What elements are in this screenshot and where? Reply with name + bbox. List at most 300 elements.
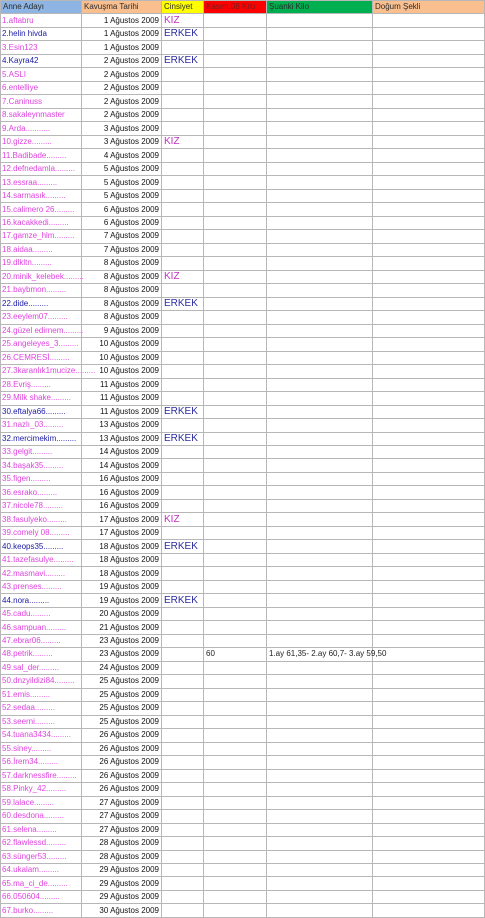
cell-suanki-kilo[interactable] (267, 594, 373, 607)
header-cinsiyet[interactable]: Cinsiyet (162, 1, 204, 14)
cell-kasim-kilo[interactable] (204, 162, 267, 175)
cell-kasim-kilo[interactable] (204, 621, 267, 634)
cell-kavusma-tarihi[interactable]: 6 Ağustos 2009 (82, 203, 162, 216)
cell-kasim-kilo[interactable] (204, 216, 267, 229)
cell-dogum-sekli[interactable] (373, 445, 485, 458)
cell-dogum-sekli[interactable] (373, 540, 485, 553)
cell-anne-adayi[interactable]: 18.aidaa......... (1, 243, 82, 256)
cell-dogum-sekli[interactable] (373, 405, 485, 418)
cell-suanki-kilo[interactable] (267, 823, 373, 836)
cell-kavusma-tarihi[interactable]: 11 Ağustos 2009 (82, 392, 162, 405)
cell-anne-adayi[interactable]: 29.Milk shake......... (1, 392, 82, 405)
cell-suanki-kilo[interactable] (267, 810, 373, 823)
cell-dogum-sekli[interactable] (373, 54, 485, 67)
cell-kavusma-tarihi[interactable]: 10 Ağustos 2009 (82, 338, 162, 351)
cell-kavusma-tarihi[interactable]: 24 Ağustos 2009 (82, 661, 162, 674)
cell-dogum-sekli[interactable] (373, 297, 485, 310)
cell-kasim-kilo[interactable] (204, 243, 267, 256)
cell-kavusma-tarihi[interactable]: 19 Ağustos 2009 (82, 594, 162, 607)
cell-suanki-kilo[interactable] (267, 796, 373, 809)
cell-cinsiyet[interactable] (162, 675, 204, 688)
cell-kasim-kilo[interactable] (204, 702, 267, 715)
cell-dogum-sekli[interactable] (373, 769, 485, 782)
cell-suanki-kilo[interactable] (267, 338, 373, 351)
cell-kavusma-tarihi[interactable]: 5 Ağustos 2009 (82, 189, 162, 202)
cell-suanki-kilo[interactable] (267, 243, 373, 256)
cell-suanki-kilo[interactable] (267, 324, 373, 337)
cell-kasim-kilo[interactable] (204, 68, 267, 81)
cell-dogum-sekli[interactable] (373, 553, 485, 566)
cell-suanki-kilo[interactable] (267, 365, 373, 378)
cell-dogum-sekli[interactable] (373, 823, 485, 836)
cell-kavusma-tarihi[interactable]: 11 Ağustos 2009 (82, 405, 162, 418)
cell-anne-adayi[interactable]: 21.baybmon......... (1, 284, 82, 297)
cell-dogum-sekli[interactable] (373, 850, 485, 863)
cell-dogum-sekli[interactable] (373, 419, 485, 432)
cell-cinsiyet[interactable] (162, 378, 204, 391)
cell-cinsiyet[interactable] (162, 472, 204, 485)
cell-kavusma-tarihi[interactable]: 2 Ağustos 2009 (82, 54, 162, 67)
cell-kasim-kilo[interactable] (204, 365, 267, 378)
cell-kasim-kilo[interactable]: 60 (204, 648, 267, 661)
cell-suanki-kilo[interactable] (267, 837, 373, 850)
cell-dogum-sekli[interactable] (373, 230, 485, 243)
cell-kasim-kilo[interactable] (204, 661, 267, 674)
cell-suanki-kilo[interactable] (267, 769, 373, 782)
cell-anne-adayi[interactable]: 40.keops35......... (1, 540, 82, 553)
cell-kavusma-tarihi[interactable]: 1 Ağustos 2009 (82, 41, 162, 54)
cell-cinsiyet[interactable]: ERKEK (162, 594, 204, 607)
cell-suanki-kilo[interactable] (267, 621, 373, 634)
cell-cinsiyet[interactable] (162, 176, 204, 189)
cell-dogum-sekli[interactable] (373, 634, 485, 647)
cell-kasim-kilo[interactable] (204, 419, 267, 432)
cell-kasim-kilo[interactable] (204, 108, 267, 121)
cell-kavusma-tarihi[interactable]: 1 Ağustos 2009 (82, 27, 162, 40)
cell-cinsiyet[interactable] (162, 702, 204, 715)
cell-kasim-kilo[interactable] (204, 81, 267, 94)
cell-kasim-kilo[interactable] (204, 284, 267, 297)
cell-kasim-kilo[interactable] (204, 54, 267, 67)
cell-anne-adayi[interactable]: 11.Badibade......... (1, 149, 82, 162)
cell-kavusma-tarihi[interactable]: 5 Ağustos 2009 (82, 162, 162, 175)
cell-kasim-kilo[interactable] (204, 351, 267, 364)
cell-anne-adayi[interactable]: 15.calimero 26......... (1, 203, 82, 216)
cell-suanki-kilo[interactable] (267, 904, 373, 917)
cell-kasim-kilo[interactable] (204, 567, 267, 580)
cell-cinsiyet[interactable] (162, 850, 204, 863)
cell-kasim-kilo[interactable] (204, 526, 267, 539)
cell-anne-adayi[interactable]: 35.figen......... (1, 472, 82, 485)
cell-anne-adayi[interactable]: 19.dlkltn......... (1, 257, 82, 270)
cell-cinsiyet[interactable] (162, 243, 204, 256)
cell-cinsiyet[interactable] (162, 122, 204, 135)
cell-anne-adayi[interactable]: 46.sampuan......... (1, 621, 82, 634)
cell-kavusma-tarihi[interactable]: 4 Ağustos 2009 (82, 149, 162, 162)
cell-kasim-kilo[interactable] (204, 14, 267, 27)
cell-cinsiyet[interactable] (162, 621, 204, 634)
cell-suanki-kilo[interactable] (267, 607, 373, 620)
header-kavusma-tarihi[interactable]: Kavuşma Tarihi (82, 1, 162, 14)
cell-kasim-kilo[interactable] (204, 499, 267, 512)
cell-dogum-sekli[interactable] (373, 216, 485, 229)
cell-anne-adayi[interactable]: 22.dide......... (1, 297, 82, 310)
cell-anne-adayi[interactable]: 34.başak35......... (1, 459, 82, 472)
cell-cinsiyet[interactable] (162, 823, 204, 836)
cell-kavusma-tarihi[interactable]: 18 Ağustos 2009 (82, 553, 162, 566)
cell-kasim-kilo[interactable] (204, 270, 267, 283)
cell-cinsiyet[interactable] (162, 149, 204, 162)
cell-kasim-kilo[interactable] (204, 203, 267, 216)
cell-dogum-sekli[interactable] (373, 108, 485, 121)
cell-anne-adayi[interactable]: 51.emis......... (1, 688, 82, 701)
cell-suanki-kilo[interactable] (267, 459, 373, 472)
cell-dogum-sekli[interactable] (373, 378, 485, 391)
cell-anne-adayi[interactable]: 48.petrik......... (1, 648, 82, 661)
cell-anne-adayi[interactable]: 30.eftalya66......... (1, 405, 82, 418)
cell-anne-adayi[interactable]: 54.tuana3434......... (1, 729, 82, 742)
cell-kavusma-tarihi[interactable]: 30 Ağustos 2009 (82, 904, 162, 917)
cell-kasim-kilo[interactable] (204, 122, 267, 135)
cell-kasim-kilo[interactable] (204, 405, 267, 418)
cell-cinsiyet[interactable] (162, 230, 204, 243)
cell-kasim-kilo[interactable] (204, 810, 267, 823)
cell-suanki-kilo[interactable] (267, 378, 373, 391)
cell-kasim-kilo[interactable] (204, 459, 267, 472)
cell-kasim-kilo[interactable] (204, 890, 267, 903)
cell-cinsiyet[interactable] (162, 607, 204, 620)
cell-anne-adayi[interactable]: 64.ukalam......... (1, 864, 82, 877)
cell-dogum-sekli[interactable] (373, 688, 485, 701)
cell-suanki-kilo[interactable] (267, 81, 373, 94)
cell-cinsiyet[interactable] (162, 365, 204, 378)
cell-anne-adayi[interactable]: 8.sakaleynmaster (1, 108, 82, 121)
cell-kasim-kilo[interactable] (204, 877, 267, 890)
cell-suanki-kilo[interactable] (267, 419, 373, 432)
cell-suanki-kilo[interactable] (267, 95, 373, 108)
cell-suanki-kilo[interactable] (267, 27, 373, 40)
cell-suanki-kilo[interactable] (267, 405, 373, 418)
cell-kavusma-tarihi[interactable]: 7 Ağustos 2009 (82, 243, 162, 256)
cell-anne-adayi[interactable]: 5.ASLI (1, 68, 82, 81)
cell-dogum-sekli[interactable] (373, 783, 485, 796)
cell-anne-adayi[interactable]: 20.minik_kelebek......... (1, 270, 82, 283)
cell-anne-adayi[interactable]: 2.helin hivda (1, 27, 82, 40)
cell-anne-adayi[interactable]: 33.gelgit......... (1, 445, 82, 458)
cell-anne-adayi[interactable]: 26.CEMRESİ......... (1, 351, 82, 364)
cell-anne-adayi[interactable]: 38.fasulyeko......... (1, 513, 82, 526)
cell-cinsiyet[interactable] (162, 189, 204, 202)
cell-anne-adayi[interactable]: 10.gizze......... (1, 135, 82, 148)
cell-dogum-sekli[interactable] (373, 594, 485, 607)
cell-kasim-kilo[interactable] (204, 95, 267, 108)
cell-kasim-kilo[interactable] (204, 594, 267, 607)
cell-cinsiyet[interactable] (162, 864, 204, 877)
cell-suanki-kilo[interactable] (267, 54, 373, 67)
cell-cinsiyet[interactable]: KIZ (162, 14, 204, 27)
cell-dogum-sekli[interactable] (373, 176, 485, 189)
cell-dogum-sekli[interactable] (373, 338, 485, 351)
cell-dogum-sekli[interactable] (373, 648, 485, 661)
cell-kasim-kilo[interactable] (204, 472, 267, 485)
cell-kasim-kilo[interactable] (204, 783, 267, 796)
cell-cinsiyet[interactable] (162, 499, 204, 512)
cell-kavusma-tarihi[interactable]: 14 Ağustos 2009 (82, 459, 162, 472)
cell-suanki-kilo[interactable] (267, 675, 373, 688)
cell-kasim-kilo[interactable] (204, 688, 267, 701)
cell-suanki-kilo[interactable] (267, 567, 373, 580)
cell-cinsiyet[interactable] (162, 783, 204, 796)
cell-anne-adayi[interactable]: 39.comely 08......... (1, 526, 82, 539)
cell-dogum-sekli[interactable] (373, 715, 485, 728)
cell-suanki-kilo[interactable] (267, 634, 373, 647)
cell-kasim-kilo[interactable] (204, 189, 267, 202)
cell-dogum-sekli[interactable] (373, 864, 485, 877)
cell-anne-adayi[interactable]: 45.cadu......... (1, 607, 82, 620)
cell-kavusma-tarihi[interactable]: 26 Ağustos 2009 (82, 756, 162, 769)
cell-anne-adayi[interactable]: 43.prenses......... (1, 580, 82, 593)
cell-kavusma-tarihi[interactable]: 2 Ağustos 2009 (82, 108, 162, 121)
cell-kavusma-tarihi[interactable]: 25 Ağustos 2009 (82, 715, 162, 728)
cell-kasim-kilo[interactable] (204, 445, 267, 458)
cell-kavusma-tarihi[interactable]: 2 Ağustos 2009 (82, 95, 162, 108)
cell-kasim-kilo[interactable] (204, 149, 267, 162)
cell-kavusma-tarihi[interactable]: 18 Ağustos 2009 (82, 567, 162, 580)
cell-suanki-kilo[interactable] (267, 432, 373, 445)
cell-suanki-kilo[interactable] (267, 14, 373, 27)
cell-cinsiyet[interactable] (162, 837, 204, 850)
cell-kavusma-tarihi[interactable]: 16 Ağustos 2009 (82, 486, 162, 499)
cell-kasim-kilo[interactable] (204, 378, 267, 391)
cell-cinsiyet[interactable]: ERKEK (162, 297, 204, 310)
cell-cinsiyet[interactable] (162, 796, 204, 809)
cell-suanki-kilo[interactable] (267, 284, 373, 297)
cell-anne-adayi[interactable]: 44.nora......... (1, 594, 82, 607)
header-suanki-kilo[interactable]: Şuanki Kilo (267, 1, 373, 14)
cell-dogum-sekli[interactable] (373, 41, 485, 54)
cell-kavusma-tarihi[interactable]: 13 Ağustos 2009 (82, 432, 162, 445)
cell-anne-adayi[interactable]: 47.ebrar06......... (1, 634, 82, 647)
cell-anne-adayi[interactable]: 57.darknessfire......... (1, 769, 82, 782)
cell-suanki-kilo[interactable] (267, 864, 373, 877)
cell-dogum-sekli[interactable] (373, 324, 485, 337)
cell-suanki-kilo[interactable] (267, 392, 373, 405)
cell-cinsiyet[interactable] (162, 459, 204, 472)
cell-dogum-sekli[interactable] (373, 68, 485, 81)
cell-cinsiyet[interactable] (162, 688, 204, 701)
cell-dogum-sekli[interactable] (373, 257, 485, 270)
cell-kasim-kilo[interactable] (204, 27, 267, 40)
cell-anne-adayi[interactable]: 66.050604......... (1, 890, 82, 903)
cell-anne-adayi[interactable]: 37.nicole78......... (1, 499, 82, 512)
cell-cinsiyet[interactable] (162, 661, 204, 674)
cell-kavusma-tarihi[interactable]: 19 Ağustos 2009 (82, 580, 162, 593)
cell-anne-adayi[interactable]: 67.burko......... (1, 904, 82, 917)
cell-kasim-kilo[interactable] (204, 742, 267, 755)
cell-suanki-kilo[interactable] (267, 297, 373, 310)
cell-suanki-kilo[interactable] (267, 783, 373, 796)
cell-dogum-sekli[interactable] (373, 837, 485, 850)
cell-kavusma-tarihi[interactable]: 26 Ağustos 2009 (82, 742, 162, 755)
cell-dogum-sekli[interactable] (373, 810, 485, 823)
cell-anne-adayi[interactable]: 24.güzel edirnem......... (1, 324, 82, 337)
cell-dogum-sekli[interactable] (373, 243, 485, 256)
cell-kavusma-tarihi[interactable]: 2 Ağustos 2009 (82, 68, 162, 81)
cell-dogum-sekli[interactable] (373, 472, 485, 485)
cell-suanki-kilo[interactable] (267, 203, 373, 216)
cell-dogum-sekli[interactable] (373, 81, 485, 94)
cell-anne-adayi[interactable]: 14.sarmasık......... (1, 189, 82, 202)
cell-cinsiyet[interactable] (162, 311, 204, 324)
cell-suanki-kilo[interactable] (267, 540, 373, 553)
cell-suanki-kilo[interactable] (267, 742, 373, 755)
cell-dogum-sekli[interactable] (373, 513, 485, 526)
cell-dogum-sekli[interactable] (373, 95, 485, 108)
cell-cinsiyet[interactable] (162, 162, 204, 175)
cell-anne-adayi[interactable]: 41.tazefasulye......... (1, 553, 82, 566)
cell-suanki-kilo[interactable] (267, 890, 373, 903)
cell-cinsiyet[interactable]: KIZ (162, 513, 204, 526)
cell-suanki-kilo[interactable] (267, 715, 373, 728)
cell-dogum-sekli[interactable] (373, 621, 485, 634)
cell-anne-adayi[interactable]: 56.İrem34......... (1, 756, 82, 769)
cell-cinsiyet[interactable]: ERKEK (162, 540, 204, 553)
cell-suanki-kilo[interactable] (267, 756, 373, 769)
cell-kasim-kilo[interactable] (204, 756, 267, 769)
cell-kasim-kilo[interactable] (204, 715, 267, 728)
cell-kavusma-tarihi[interactable]: 9 Ağustos 2009 (82, 324, 162, 337)
cell-cinsiyet[interactable] (162, 284, 204, 297)
cell-anne-adayi[interactable]: 3.Esin123 (1, 41, 82, 54)
cell-suanki-kilo[interactable] (267, 688, 373, 701)
cell-dogum-sekli[interactable] (373, 796, 485, 809)
cell-kavusma-tarihi[interactable]: 2 Ağustos 2009 (82, 81, 162, 94)
cell-kasim-kilo[interactable] (204, 904, 267, 917)
cell-kavusma-tarihi[interactable]: 26 Ağustos 2009 (82, 769, 162, 782)
cell-kasim-kilo[interactable] (204, 432, 267, 445)
cell-anne-adayi[interactable]: 12.defnedamla......... (1, 162, 82, 175)
cell-cinsiyet[interactable] (162, 890, 204, 903)
cell-suanki-kilo[interactable] (267, 176, 373, 189)
cell-kavusma-tarihi[interactable]: 21 Ağustos 2009 (82, 621, 162, 634)
cell-suanki-kilo[interactable] (267, 526, 373, 539)
header-dogum-sekli[interactable]: Doğum Şekli (373, 1, 485, 14)
cell-anne-adayi[interactable]: 25.angeleyes_3......... (1, 338, 82, 351)
cell-kavusma-tarihi[interactable]: 28 Ağustos 2009 (82, 837, 162, 850)
cell-kasim-kilo[interactable] (204, 850, 267, 863)
cell-suanki-kilo[interactable] (267, 351, 373, 364)
cell-suanki-kilo[interactable] (267, 513, 373, 526)
cell-dogum-sekli[interactable] (373, 135, 485, 148)
cell-cinsiyet[interactable] (162, 567, 204, 580)
cell-cinsiyet[interactable]: KIZ (162, 135, 204, 148)
cell-cinsiyet[interactable] (162, 108, 204, 121)
cell-dogum-sekli[interactable] (373, 203, 485, 216)
cell-kavusma-tarihi[interactable]: 8 Ağustos 2009 (82, 257, 162, 270)
cell-suanki-kilo[interactable] (267, 877, 373, 890)
cell-kavusma-tarihi[interactable]: 20 Ağustos 2009 (82, 607, 162, 620)
cell-kavusma-tarihi[interactable]: 28 Ağustos 2009 (82, 850, 162, 863)
cell-dogum-sekli[interactable] (373, 607, 485, 620)
cell-anne-adayi[interactable]: 50.dnzyildizi84......... (1, 675, 82, 688)
cell-kasim-kilo[interactable] (204, 540, 267, 553)
cell-dogum-sekli[interactable] (373, 661, 485, 674)
cell-dogum-sekli[interactable] (373, 742, 485, 755)
cell-suanki-kilo[interactable] (267, 230, 373, 243)
cell-anne-adayi[interactable]: 58.Pinky_42......... (1, 783, 82, 796)
cell-cinsiyet[interactable] (162, 338, 204, 351)
cell-kavusma-tarihi[interactable]: 26 Ağustos 2009 (82, 783, 162, 796)
cell-kasim-kilo[interactable] (204, 580, 267, 593)
cell-anne-adayi[interactable]: 55.siney......... (1, 742, 82, 755)
cell-suanki-kilo[interactable] (267, 553, 373, 566)
cell-suanki-kilo[interactable] (267, 162, 373, 175)
cell-cinsiyet[interactable] (162, 877, 204, 890)
cell-kasim-kilo[interactable] (204, 553, 267, 566)
cell-dogum-sekli[interactable] (373, 149, 485, 162)
cell-kavusma-tarihi[interactable]: 10 Ağustos 2009 (82, 351, 162, 364)
cell-cinsiyet[interactable]: KIZ (162, 270, 204, 283)
cell-anne-adayi[interactable]: 52.sedaa......... (1, 702, 82, 715)
cell-kavusma-tarihi[interactable]: 6 Ağustos 2009 (82, 216, 162, 229)
cell-kasim-kilo[interactable] (204, 311, 267, 324)
cell-cinsiyet[interactable] (162, 715, 204, 728)
cell-kavusma-tarihi[interactable]: 14 Ağustos 2009 (82, 445, 162, 458)
cell-suanki-kilo[interactable] (267, 580, 373, 593)
cell-anne-adayi[interactable]: 6.entelliye (1, 81, 82, 94)
cell-kasim-kilo[interactable] (204, 257, 267, 270)
cell-kavusma-tarihi[interactable]: 8 Ağustos 2009 (82, 297, 162, 310)
cell-cinsiyet[interactable] (162, 526, 204, 539)
cell-kavusma-tarihi[interactable]: 25 Ağustos 2009 (82, 675, 162, 688)
cell-dogum-sekli[interactable] (373, 890, 485, 903)
cell-kasim-kilo[interactable] (204, 338, 267, 351)
cell-dogum-sekli[interactable] (373, 365, 485, 378)
cell-kavusma-tarihi[interactable]: 13 Ağustos 2009 (82, 419, 162, 432)
cell-cinsiyet[interactable] (162, 324, 204, 337)
cell-anne-adayi[interactable]: 62.flawlessd......... (1, 837, 82, 850)
cell-dogum-sekli[interactable] (373, 189, 485, 202)
cell-kavusma-tarihi[interactable]: 27 Ağustos 2009 (82, 823, 162, 836)
cell-anne-adayi[interactable]: 9.Arda........... (1, 122, 82, 135)
cell-anne-adayi[interactable]: 23.eeylem07......... (1, 311, 82, 324)
cell-cinsiyet[interactable]: ERKEK (162, 54, 204, 67)
cell-kasim-kilo[interactable] (204, 729, 267, 742)
cell-dogum-sekli[interactable] (373, 729, 485, 742)
cell-dogum-sekli[interactable] (373, 311, 485, 324)
cell-kavusma-tarihi[interactable]: 17 Ağustos 2009 (82, 513, 162, 526)
cell-suanki-kilo[interactable] (267, 122, 373, 135)
cell-cinsiyet[interactable] (162, 486, 204, 499)
cell-cinsiyet[interactable]: ERKEK (162, 27, 204, 40)
cell-kasim-kilo[interactable] (204, 823, 267, 836)
cell-kavusma-tarihi[interactable]: 8 Ağustos 2009 (82, 284, 162, 297)
cell-dogum-sekli[interactable] (373, 877, 485, 890)
cell-suanki-kilo[interactable] (267, 445, 373, 458)
cell-kasim-kilo[interactable] (204, 486, 267, 499)
cell-cinsiyet[interactable] (162, 810, 204, 823)
cell-kavusma-tarihi[interactable]: 8 Ağustos 2009 (82, 311, 162, 324)
cell-cinsiyet[interactable]: ERKEK (162, 405, 204, 418)
cell-suanki-kilo[interactable] (267, 108, 373, 121)
cell-suanki-kilo[interactable] (267, 135, 373, 148)
cell-kavusma-tarihi[interactable]: 18 Ağustos 2009 (82, 540, 162, 553)
cell-kavusma-tarihi[interactable]: 17 Ağustos 2009 (82, 526, 162, 539)
cell-cinsiyet[interactable] (162, 81, 204, 94)
cell-cinsiyet[interactable] (162, 580, 204, 593)
cell-suanki-kilo[interactable] (267, 661, 373, 674)
cell-cinsiyet[interactable] (162, 41, 204, 54)
